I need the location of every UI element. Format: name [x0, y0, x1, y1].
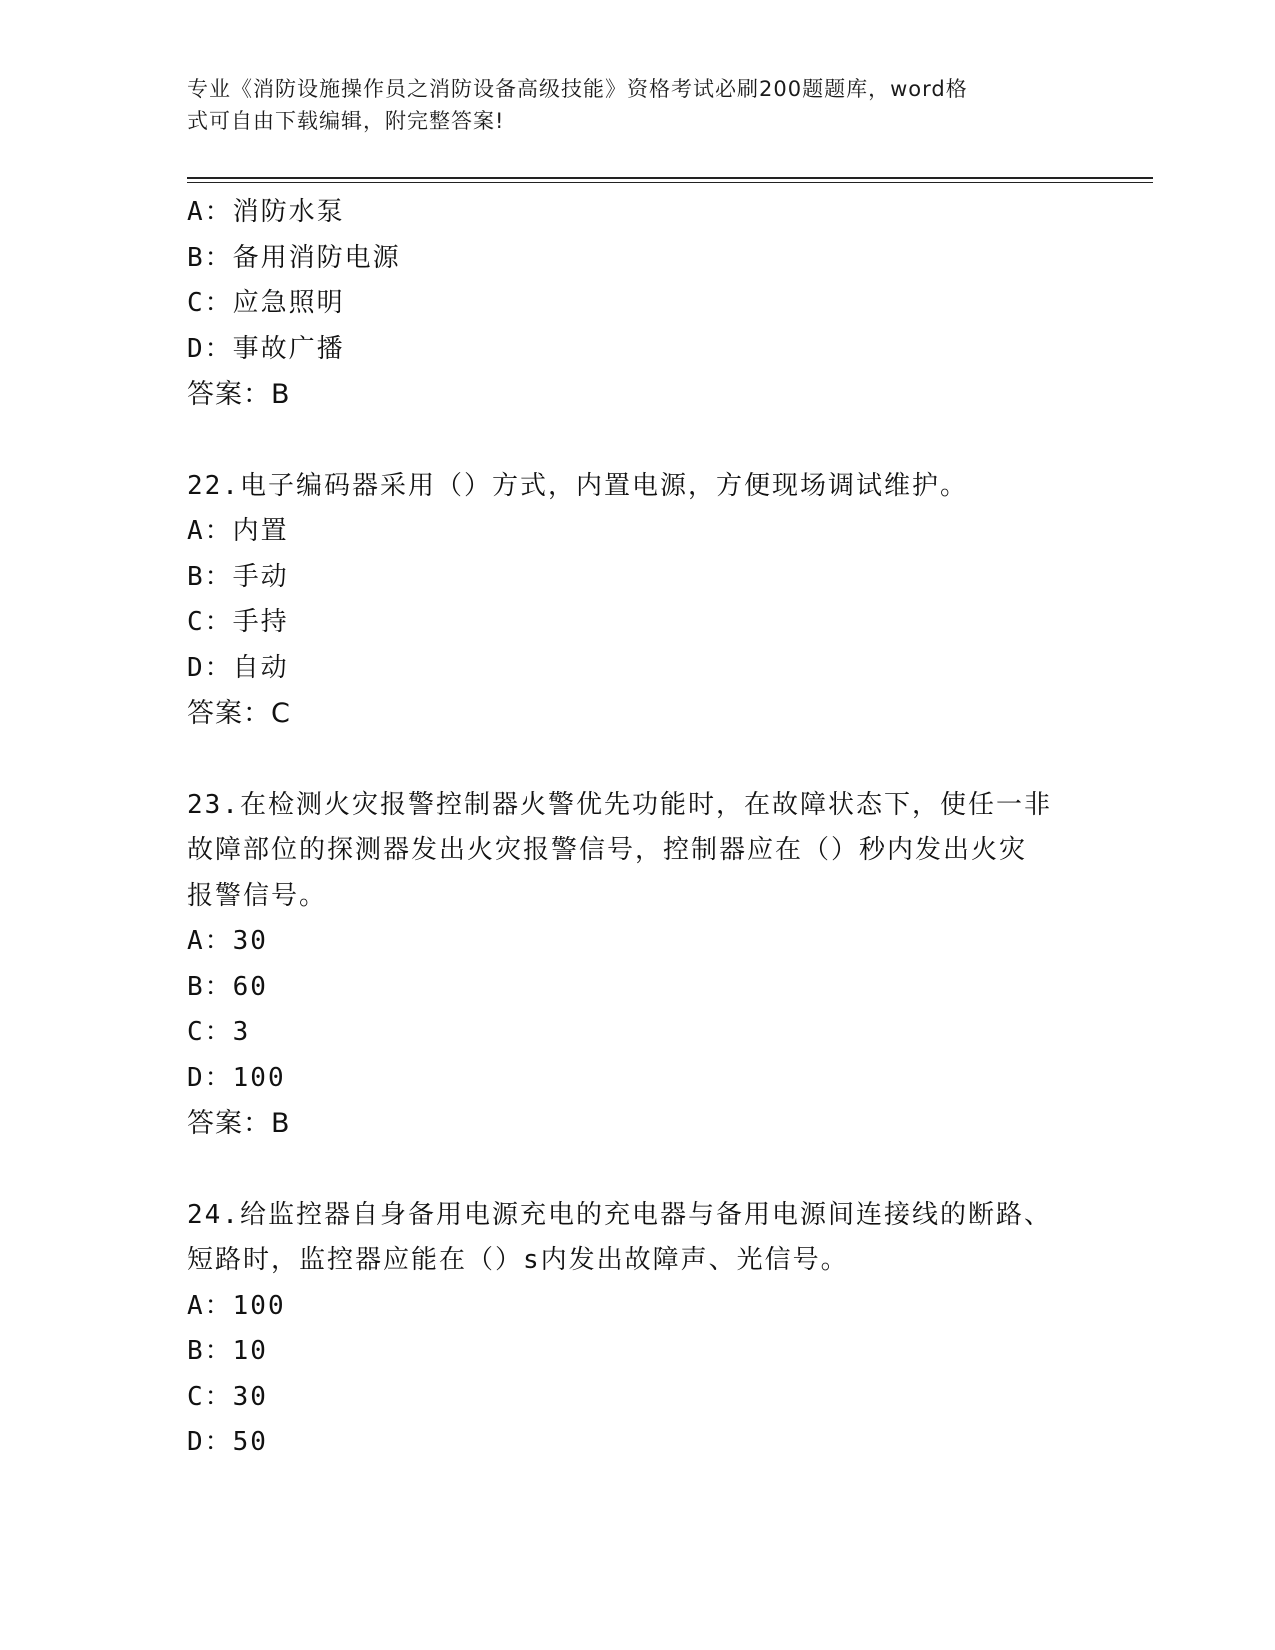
- option-b: B：手动: [187, 561, 289, 592]
- question-stem-line-2: 短路时，监控器应能在（）s内发出故障声、光信号。: [187, 1245, 849, 1275]
- question-stem: 22.电子编码器采用（）方式，内置电源，方便现场调试维护。: [187, 470, 968, 501]
- header-line-1: 专业《消防设施操作员之消防设备高级技能》资格考试必刷200题题库，word格: [187, 77, 968, 101]
- option-b: B：60: [187, 971, 268, 1002]
- question-stem-line-1: 23.在检测火灾报警控制器火警优先功能时，在故障状态下，使任一非: [187, 789, 1052, 820]
- spacer: [187, 1147, 1087, 1193]
- option-b: B：10: [187, 1336, 268, 1366]
- option-c: C：3: [187, 1017, 251, 1047]
- document-header: [187, 73, 1067, 137]
- option-c: C：30: [187, 1381, 268, 1412]
- answer: 答案：C: [187, 698, 291, 729]
- option-a: A：100: [187, 1290, 286, 1321]
- header-divider-thick: [187, 177, 1153, 179]
- option-c: C：应急照明: [187, 288, 345, 318]
- option-d: D：自动: [187, 652, 289, 683]
- header-line-2: 式可自由下载编辑，附完整答案!: [187, 109, 505, 133]
- spacer: [187, 737, 1087, 783]
- question-stem-line-1: 24.给监控器自身备用电源充电的充电器与备用电源间连接线的断路、: [187, 1199, 1052, 1230]
- spacer: [187, 418, 1087, 464]
- question-21: [187, 190, 1087, 418]
- option-a: A：30: [187, 926, 268, 956]
- question-23: [187, 783, 1087, 1147]
- option-a: A：内置: [187, 516, 289, 546]
- question-stem-line-3: 报警信号。: [187, 880, 328, 911]
- question-stem-line-2: 故障部位的探测器发出火灾报警信号，控制器应在（）秒内发出火灾: [187, 835, 1028, 865]
- option-d: D：100: [187, 1062, 286, 1093]
- answer: 答案：B: [187, 1108, 291, 1139]
- option-b: B：备用消防电源: [187, 242, 401, 273]
- option-d: D：事故广播: [187, 333, 345, 364]
- answer: 答案：B: [187, 379, 291, 410]
- question-22: [187, 464, 1087, 737]
- header-divider-thin: [187, 182, 1153, 183]
- question-list: [187, 190, 1087, 1466]
- option-a: A：消防水泵: [187, 197, 345, 227]
- option-d: D：50: [187, 1427, 268, 1457]
- question-24: [187, 1193, 1087, 1466]
- option-c: C：手持: [187, 607, 289, 637]
